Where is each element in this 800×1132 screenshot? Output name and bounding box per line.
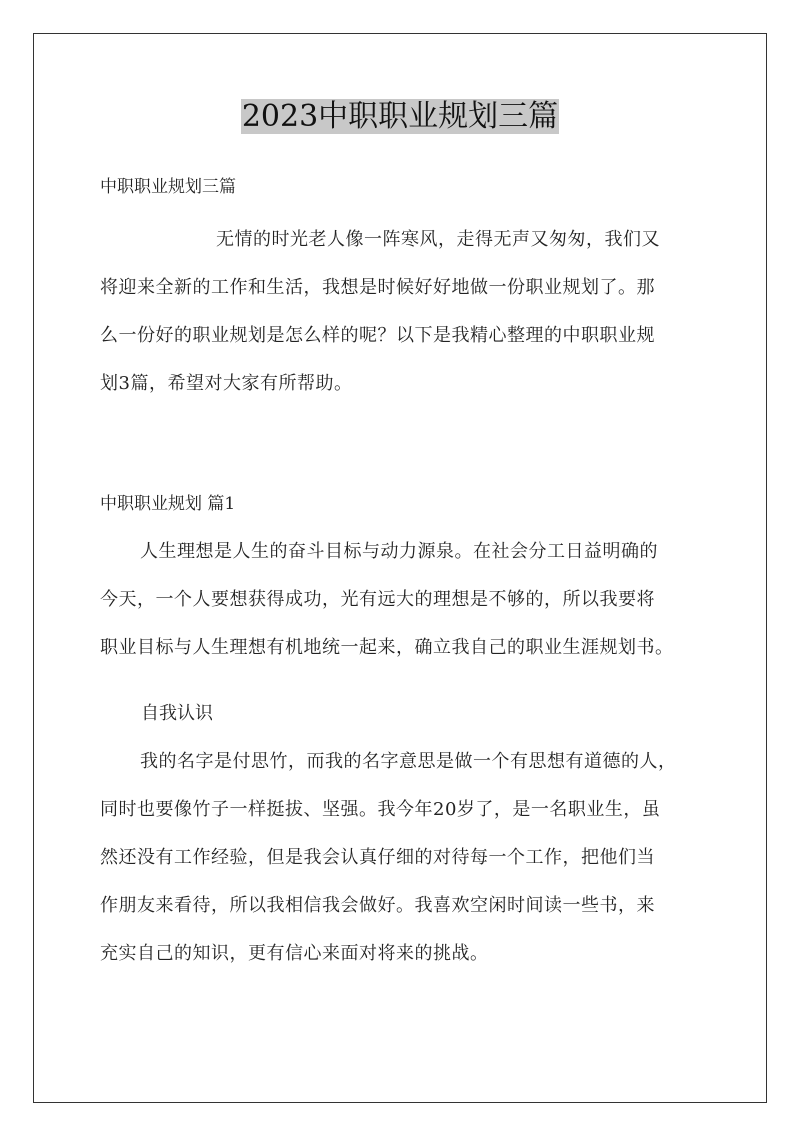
paragraph-line: 今天，一个人要想获得成功，光有远大的理想是不够的，所以我要将	[100, 589, 655, 610]
document-title-container	[0, 97, 800, 137]
paragraph-line: 充实自己的知识，更有信心来面对将来的挑战。	[100, 943, 489, 964]
intro-line: 么一份好的职业规划是怎么样的呢？以下是我精心整理的中职职业规	[100, 325, 655, 346]
paragraph-line: 职业目标与人生理想有机地统一起来，确立我自己的职业生涯规划书。	[100, 637, 674, 658]
section-heading: 中职职业规划 篇1	[100, 494, 236, 514]
intro-line: 无情的时光老人像一阵寒风，走得无声又匆匆，我们又	[216, 229, 660, 250]
document-subtitle: 中职职业规划三篇	[100, 177, 236, 197]
intro-line: 将迎来全新的工作和生活，我想是时候好好地做一份职业规划了。那	[100, 277, 655, 298]
intro-paragraph	[100, 216, 708, 408]
paragraph-line: 人生理想是人生的奋斗目标与动力源泉。在社会分工日益明确的	[140, 541, 658, 562]
section-paragraph-1	[100, 528, 708, 672]
document-title: 2023中职职业规划三篇	[241, 99, 559, 134]
intro-line: 划3篇，希望对大家有所帮助。	[100, 373, 353, 394]
paragraph-line: 作朋友来看待，所以我相信我会做好。我喜欢空闲时间读一些书，来	[100, 895, 655, 916]
paragraph-line: 同时也要像竹子一样挺拔、坚强。我今年20岁了，是一名职业生，虽	[100, 799, 661, 820]
paragraph-line: 然还没有工作经验，但是我会认真仔细的对待每一个工作，把他们当	[100, 847, 655, 868]
section-paragraph-2	[100, 738, 708, 978]
subheading-self-awareness: 自我认识	[141, 703, 213, 724]
paragraph-line: 我的名字是付思竹，而我的名字意思是做一个有思想有道德的人，	[140, 751, 677, 772]
